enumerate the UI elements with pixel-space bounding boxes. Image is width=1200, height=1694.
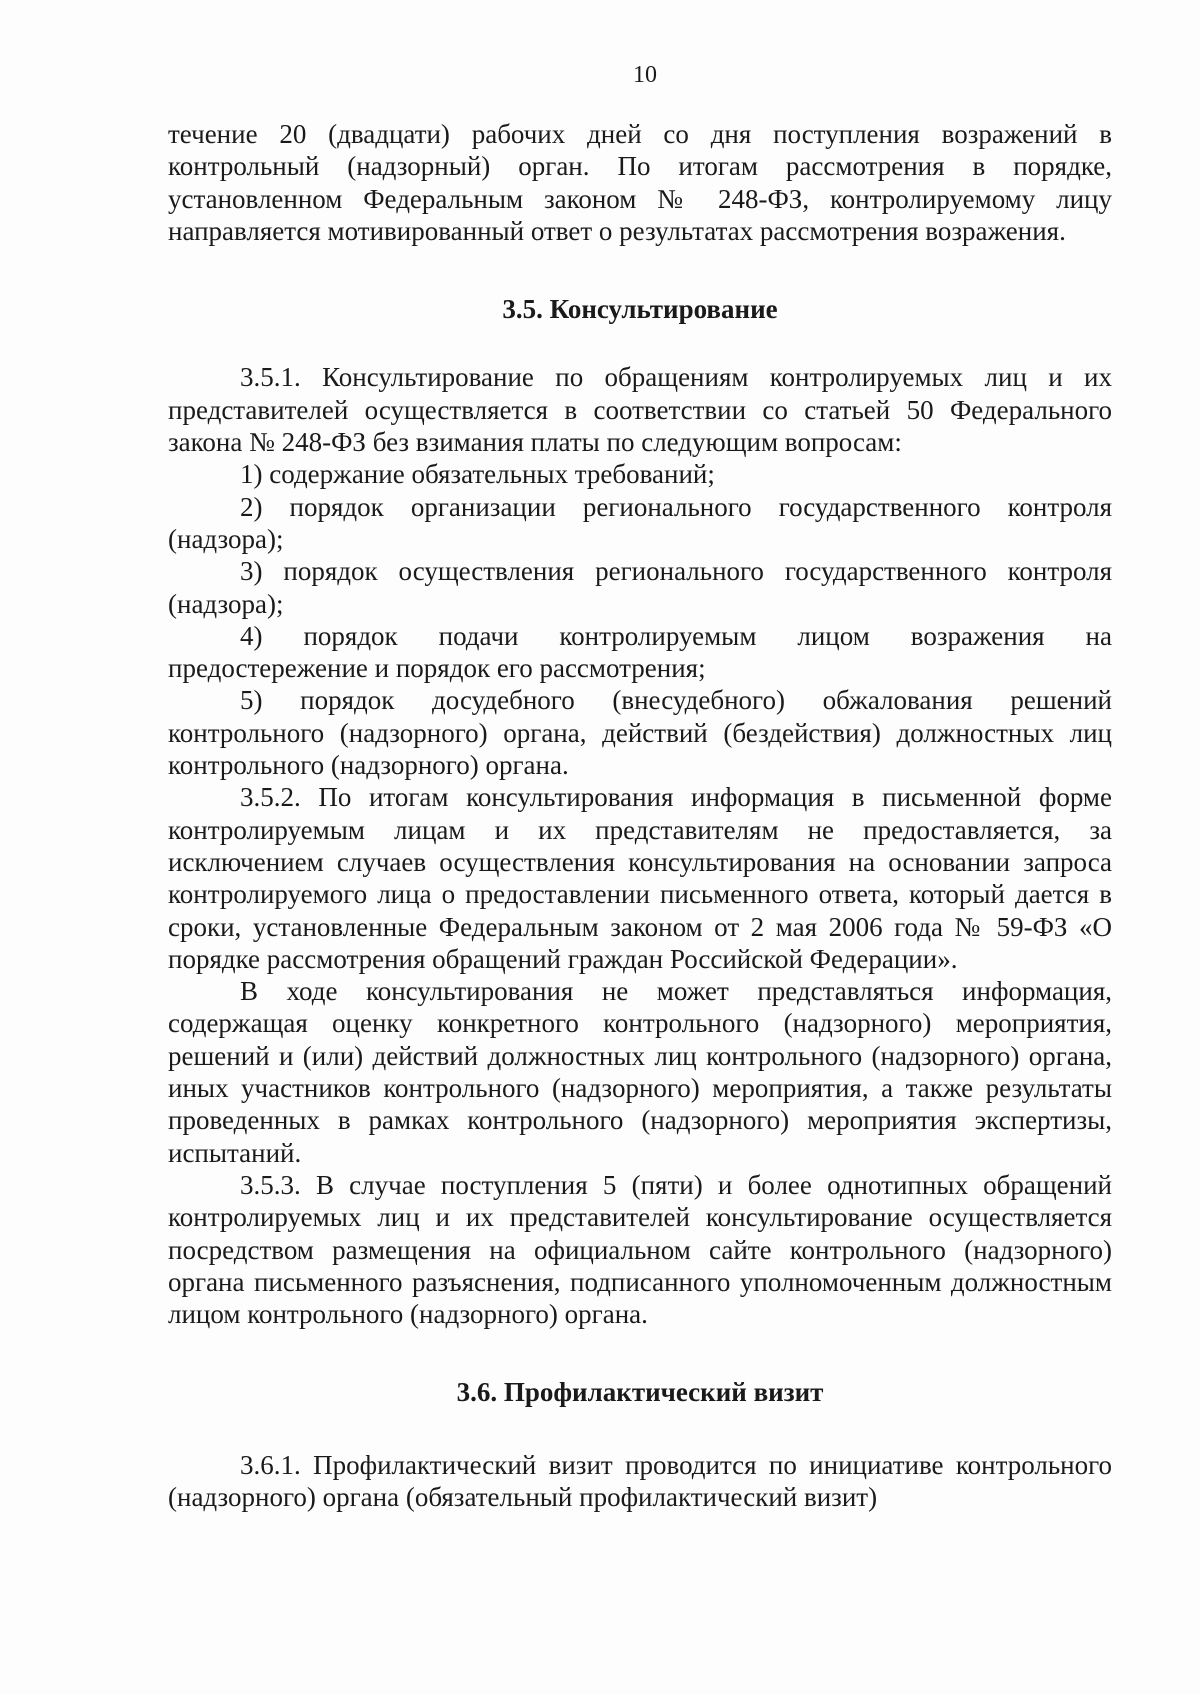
paragraph-3-5-3: 3.5.3. В случае поступления 5 (пяти) и более однотипных обращений контролируемых лиц и их представителей консультирование осуществляется посредством размещения на официальном сайте контрольного (надзорного) органа письменного разъяснения, подписанного уполномоченным должностным лицом контрольного (надзорного) органа. (168, 1169, 1112, 1330)
list-item-1: 1) содержание обязательных требований; (240, 459, 715, 490)
paragraph-3-5-2: 3.5.2. По итогам консультирования информация в письменной форме контролируемым лицам и их представителям не предоставляется, за исключением случаев осуществления консультирования на основании запроса контролируемого лица о предоставлении письменного ответа, который дается в сроки, установленные Федеральным законом от 2 мая 2006 года № 59-ФЗ «О порядке рассмотрения обращений граждан Российской Федерации». (168, 782, 1112, 974)
list-item-4: 4) порядок подачи контролируемым лицом возражения на предостережение и порядок его рассмотрения; (168, 620, 1112, 684)
document-body (168, 118, 1112, 1513)
list-item-2: 2) порядок организации регионального государственного контроля (надзора); (168, 491, 1112, 554)
paragraph-3-6-1: 3.6.1. Профилактический визит проводится по инициативе контрольного (надзорного) органа (обязательный профилактический визит) (168, 1449, 1112, 1512)
section-heading-3-5: 3.5. Консультирование (502, 294, 778, 325)
paragraph-intro: течение 20 (двадцати) рабочих дней со дня поступления возражений в контрольный (надзорный) орган. По итогам рассмотрения в порядке, установленном Федеральным законом № 248-ФЗ, контролируемому лицу направляется мотивированный ответ о результатах рассмотрения возражения. (168, 119, 1112, 246)
list-item-5: 5) порядок досудебного (внесудебного) обжалования решений контрольного (надзорного) органа, действий (бездействия) должностных лиц контрольного (надзорного) органа. (168, 685, 1112, 781)
paragraph-3-5-1: 3.5.1. Консультирование по обращениям контролируемых лиц и их представителей осуществляется в соответствии со статьей 50 Федерального закона № 248-ФЗ без взимания платы по следующим вопросам: (168, 362, 1112, 458)
page-number: 10 (633, 62, 657, 88)
section-heading-3-6: 3.6. Профилактический визит (456, 1377, 824, 1408)
paragraph-3-5-2-continued: В ходе консультирования не может представляться информация, содержащая оценку конкретного контрольного (надзорного) мероприятия, решений и (или) действий должностных лиц контрольного (надзорного) органа, иных участников контрольного (надзорного) мероприятия, а также результаты проведенных в рамках контрольного (надзорного) мероприятия экспертизы, испытаний. (168, 976, 1112, 1168)
list-item-3: 3) порядок осуществления регионального государственного контроля (надзора); (168, 556, 1112, 619)
